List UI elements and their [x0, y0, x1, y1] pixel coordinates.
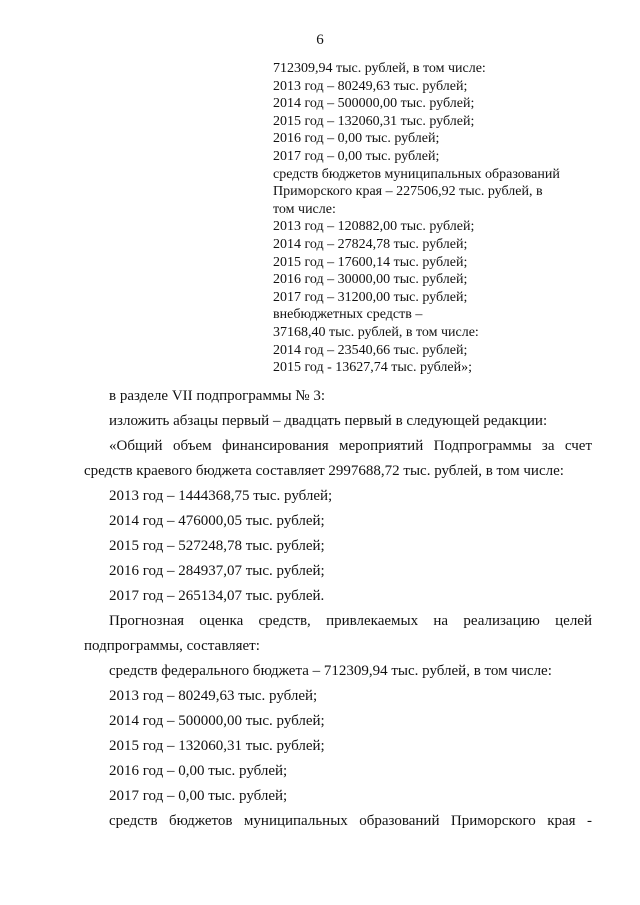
- column-line: том числе:: [273, 201, 336, 217]
- section-reference: в разделе VII подпрограммы № 3:: [109, 388, 326, 404]
- federal-budget-line: средств федерального бюджета – 712309,94 тыс. рублей, в том числе:: [109, 663, 552, 679]
- column-line: 2014 год – 500000,00 тыс. рублей;: [273, 96, 475, 112]
- year-amount-line: 2014 год – 500000,00 тыс. рублей;: [109, 713, 325, 729]
- column-line: 2015 год – 17600,14 тыс. рублей;: [273, 254, 468, 270]
- column-line: 2014 год – 27824,78 тыс. рублей;: [273, 236, 468, 252]
- funding-paragraph-line: «Общий объем финансирования мероприятий Подпрограммы за счет: [109, 438, 592, 454]
- column-line: 2015 год - 13627,74 тыс. рублей»;: [273, 360, 473, 376]
- forecast-paragraph-line: Прогнозная оценка средств, привлекаемых на реализацию целей: [109, 613, 592, 629]
- forecast-paragraph-line: подпрограммы, составляет:: [84, 638, 260, 654]
- column-line: Приморского края – 227506,92 тыс. рублей, в: [273, 184, 543, 200]
- document-body: [84, 384, 592, 834]
- column-line: 2013 год – 120882,00 тыс. рублей;: [273, 219, 475, 235]
- funding-paragraph-line: средств краевого бюджета составляет 2997688,72 тыс. рублей, в том числе:: [84, 463, 564, 479]
- column-line: 712309,94 тыс. рублей, в том числе:: [273, 61, 486, 76]
- column-line: 2016 год – 30000,00 тыс. рублей;: [273, 272, 468, 288]
- year-amount-line: 2013 год – 80249,63 тыс. рублей;: [109, 688, 318, 704]
- column-line: 37168,40 тыс. рублей, в том числе:: [273, 324, 479, 340]
- column-line: 2017 год – 0,00 тыс. рублей;: [273, 148, 440, 164]
- year-amount-line: 2015 год – 132060,31 тыс. рублей;: [109, 738, 325, 754]
- year-amount-line: 2015 год – 527248,78 тыс. рублей;: [109, 538, 325, 554]
- column-line: 2017 год – 31200,00 тыс. рублей;: [273, 289, 468, 305]
- year-amount-line: 2016 год – 0,00 тыс. рублей;: [109, 763, 288, 779]
- year-amount-line: 2017 год – 0,00 тыс. рублей;: [109, 788, 288, 804]
- year-amount-line: 2013 год – 1444368,75 тыс. рублей;: [109, 488, 333, 504]
- page-number: 6: [316, 32, 324, 48]
- municipal-budget-line: средств бюджетов муниципальных образований Приморского края -: [109, 813, 592, 829]
- continued-funding-column: [273, 60, 593, 377]
- year-amount-line: 2017 год – 265134,07 тыс. рублей.: [109, 588, 325, 604]
- column-line: 2014 год – 23540,66 тыс. рублей;: [273, 342, 468, 358]
- column-line: 2013 год – 80249,63 тыс. рублей;: [273, 78, 468, 94]
- amendment-instruction: изложить абзацы первый – двадцать первый в следующей редакции:: [109, 413, 548, 429]
- column-line: 2016 год – 0,00 тыс. рублей;: [273, 131, 440, 147]
- column-line: 2015 год – 132060,31 тыс. рублей;: [273, 113, 475, 129]
- column-line: средств бюджетов муниципальных образований: [273, 166, 560, 182]
- column-line: внебюджетных средств –: [273, 307, 423, 323]
- year-amount-line: 2016 год – 284937,07 тыс. рублей;: [109, 563, 325, 579]
- year-amount-line: 2014 год – 476000,05 тыс. рублей;: [109, 513, 325, 529]
